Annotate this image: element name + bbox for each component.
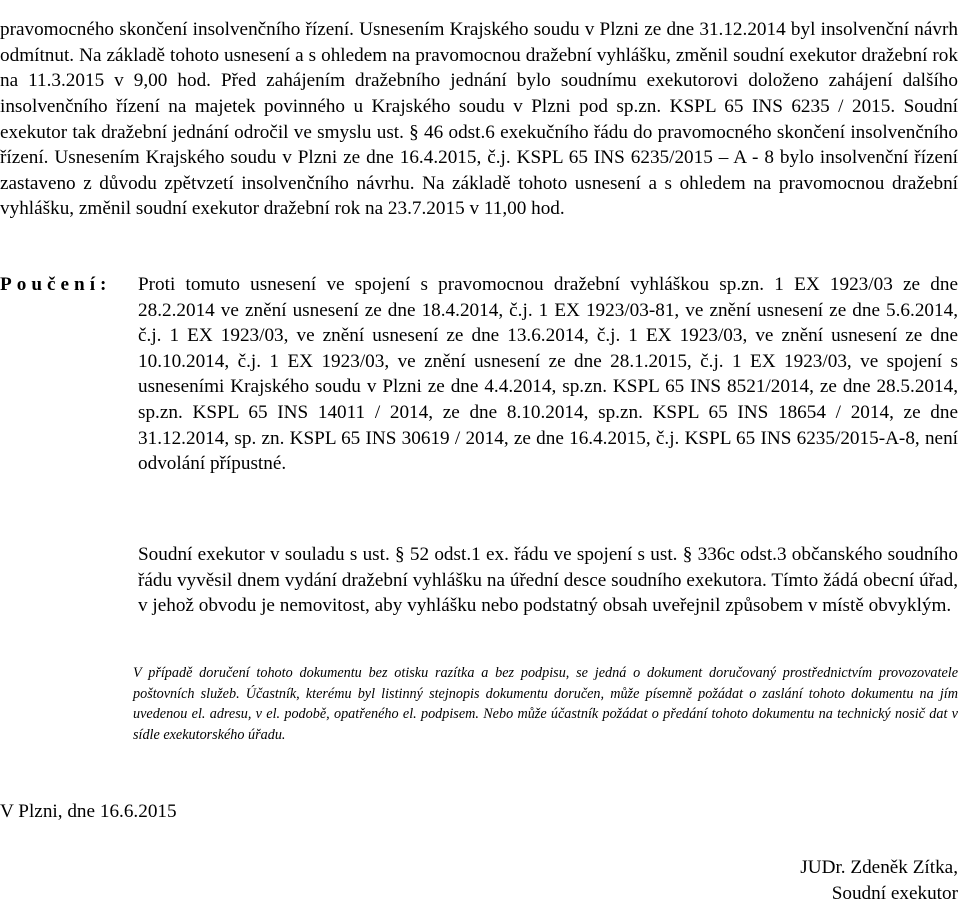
main-paragraph: pravomocného skončení insolvenčního řízení. Usnesením Krajského soudu v Plzni ze dne 31.12.2014 byl insolvenční návrh odmítnut. Na základě tohoto usnesení a s ohledem na pravomocnou dražební vyhlášku, změnil soudní exekutor dražební rok na 11.3.2015 v 9,00 hod. Před zahájením dražebního jednání bylo soudnímu exekutorovi doloženo zahájení dalšího insolvenčního řízení na majetek povinného u Krajského soudu v Plzni pod sp.zn. KSPL 65 INS 6235 / 2015. Soudní exekutor tak dražební jednání odročil ve smyslu ust. § 46 odst.6 exekučního řádu do pravomocného skončení insolvenčního řízení. Usnesením Krajského soudu v Plzni ze dne 16.4.2015, č.j. KSPL 65 INS 6235/2015 – A - 8 bylo insolvenční řízení zastaveno z důvodu zpětvzetí insolvenčního návrhu. Na základě tohoto usnesení a s ohledem na pravomocnou dražební vyhlášku, změnil soudní exekutor dražební rok na 23.7.2015 v 11,00 hod. xyxy=(0,19,958,220)
pouceni-text: Proti tomuto usnesení ve spojení s pravomocnou dražební vyhláškou sp.zn. 1 EX 1923/03 ze dne 28.2.2014 ve znění usnesení ze dne 18.4.2014, č.j. 1 EX 1923/03-81, ve znění usnesení ze dne 5.6.2014, č.j. 1 EX 1923/03, ve znění usnesení ze dne 13.6.2014, č.j. 1 EX 1923/03, ve znění usnesení ze dne 10.10.2014, č.j. 1 EX 1923/03, ve znění usnesení ze dne 28.1.2015, č.j. 1 EX 1923/03, ve spojení s usneseními Krajského soudu v Plzni ze dne 4.4.2014, sp.zn. KSPL 65 INS 8521/2014, ze dne 28.5.2014, sp.zn. KSPL 65 INS 14011 / 2014, ze dne 8.10.2014, sp.zn. KSPL 65 INS 18654 / 2014, ze dne 31.12.2014, sp. zn. KSPL 65 INS 30619 / 2014, ze dne 16.4.2015, č.j. KSPL 65 INS 6235/2015-A-8, není odvolání přípustné. xyxy=(138,274,958,475)
signature-name: JUDr. Zdeněk Zítka, xyxy=(800,857,958,878)
signature-title: Soudní exekutor xyxy=(831,882,958,904)
posting-paragraph: Soudní exekutor v souladu s ust. § 52 odst.1 ex. řádu ve spojení s ust. § 336c odst.3 občanského soudního řádu vyvěsil dnem vydání dražební vyhlášku na úřední desce soudního exekutora. Tímto žádá obecní úřad, v jehož obvodu je nemovitost, aby vyhlášku nebo podstatný obsah uveřejnil způsobem v místě obvyklým. xyxy=(138,544,958,617)
pouceni-label: Poučení: xyxy=(0,274,112,295)
delivery-notice: V případě doručení tohoto dokumentu bez otisku razítka a bez podpisu, se jedná o dokument doručovaný prostřednictvím provozovatele poštovních služeb. Účastník, kterému byl listinný stejnopis dokumentu doručen, může písemně požádat o zaslání tohoto dokumentu na jím uvedenou el. adresu, v el. podobě, opatřeného el. podpisem. Nebo může účastník požádat o předání tohoto dokumentu na technický nosič dat v sídle exekutorského úřadu. xyxy=(133,665,958,743)
place-date: V Plzni, dne 16.6.2015 xyxy=(0,801,177,822)
signature-block xyxy=(800,855,958,906)
